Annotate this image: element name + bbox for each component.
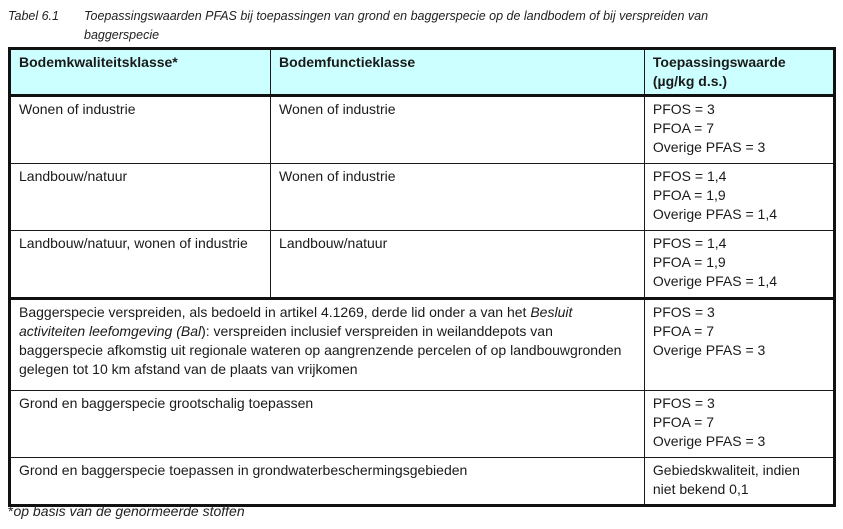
table-number: Tabel 6.1 (8, 9, 59, 23)
value-pfoa: PFOA = 7 (652, 120, 714, 136)
description-italic-text: Besluit activiteiten leefomgeving (Bal (19, 304, 573, 339)
value-overige-pfas: Overige PFAS = 3 (652, 433, 766, 449)
header-bodemfunctieklasse: Bodemfunctieklasse (271, 49, 645, 96)
cell-description: Grond en baggerspecie grootschalig toepassen (10, 391, 645, 458)
description-text-continued: ): verspreiden inclusief verspreiden in weilanddepots van baggerspecie afkomstig uit regionale wateren op aangrenzende percelen of op landbouwgronden gelegen tot 10 km afstand van de plaats van vrijkomen (19, 323, 622, 377)
table-header-row (10, 49, 835, 96)
value-overige-pfas: Overige PFAS = 1,4 (652, 273, 778, 289)
value-pfos: PFOS = 3 (652, 304, 715, 320)
cell-values (644, 96, 834, 164)
cell-bodemfunctieklasse: Wonen of industrie (271, 164, 645, 231)
cell-bodemfunctieklasse: Landbouw/natuur (271, 231, 645, 299)
table-row (10, 96, 835, 164)
cell-values (644, 231, 834, 299)
value-pfoa: PFOA = 7 (652, 323, 714, 339)
cell-bodemkwaliteitsklasse: Wonen of industrie (10, 96, 271, 164)
cell-bodemkwaliteitsklasse: Landbouw/natuur, wonen of industrie (10, 231, 271, 299)
value-pfoa: PFOA = 1,9 (652, 254, 726, 270)
footnote-marker: * (8, 503, 14, 519)
value-pfoa: PFOA = 1,9 (652, 187, 726, 203)
value-pfos: PFOS = 1,4 (652, 168, 727, 184)
value-pfoa: PFOA = 7 (652, 414, 714, 430)
table-row (10, 164, 835, 231)
header-unit: (µg/kg d.s.) (652, 73, 728, 89)
value-overige-pfas: Overige PFAS = 1,4 (652, 206, 778, 222)
cell-values (644, 164, 834, 231)
header-bodemkwaliteitsklasse: Bodemkwaliteitsklasse* (10, 49, 271, 96)
header-toepassingswaarde-label: Toepassingswaarde (652, 54, 786, 70)
cell-bodemkwaliteitsklasse: Landbouw/natuur (10, 164, 271, 231)
description-text: Baggerspecie verspreiden, als bedoeld in artikel 4.1269, derde lid onder a van het (19, 304, 531, 320)
table-title: Toepassingswaarden PFAS bij toepassingen van grond en baggerspecie op de landbodem of bij verspreiden van baggerspecie (84, 9, 709, 42)
footnote-text: op basis van de genormeerde stoffen (13, 503, 245, 519)
table-row (10, 231, 835, 299)
cell-description: Grond en baggerspecie toepassen in grondwaterbeschermingsgebieden (10, 458, 645, 506)
cell-values (644, 299, 834, 391)
value-pfos: PFOS = 1,4 (652, 235, 727, 251)
cell-values: Gebiedskwaliteit, indien niet bekend 0,1 (644, 458, 834, 506)
cell-bodemfunctieklasse: Wonen of industrie (271, 96, 645, 164)
pfas-values-table (8, 47, 836, 507)
header-toepassingswaarde (644, 49, 834, 96)
value-pfos: PFOS = 3 (652, 395, 715, 411)
value-pfos: PFOS = 3 (652, 101, 715, 117)
value-overige-pfas: Overige PFAS = 3 (652, 139, 766, 155)
table-footnote (8, 503, 245, 519)
cell-description (10, 299, 645, 391)
value-overige-pfas: Overige PFAS = 3 (652, 342, 766, 358)
table-row (10, 458, 835, 506)
table-row (10, 391, 835, 458)
cell-values (644, 391, 834, 458)
table-row (10, 299, 835, 391)
